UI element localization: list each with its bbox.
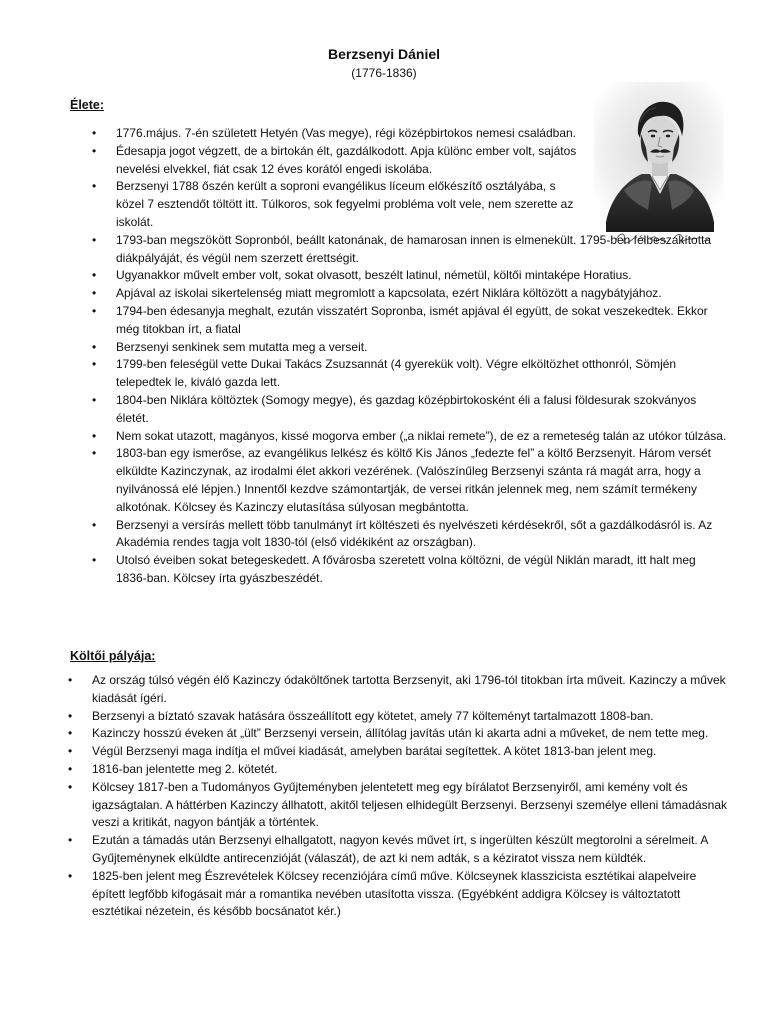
list-item: • 1799-ben feleségül vette Dukai Takács Zsuzsannát (4 gyerekük volt). Végre elköltözhet otthonról, Sömjén telepedtek le, kiváló gazda lett. <box>116 356 728 392</box>
document-title: Berzsenyi Dániel <box>327 46 441 62</box>
list-item: • 1804-ben Niklára költöztek (Somogy megye), és gazdag középbirtokosként éli a falusi földesurak szokványos életét. <box>116 392 728 428</box>
list-item: • 1816-ban jelentette meg 2. kötetét. <box>92 761 732 779</box>
list-item: • Berzsenyi a versírás mellett több tanulmányt írt költészeti és nyelvészeti kérdésekről, sőt a gazdálkodásról is. Az Akadémia rendes tagja volt 1830-tól (első vidékiként az országban). <box>116 517 728 553</box>
list-item: • 1803-ban egy ismerőse, az evangélikus lelkész és költő Kis János „fedezte fel” a költő Berzsenyit. Három versét elküldte Kazinczynak, az irodalmi élet akkori vezérének. (Valószínűleg Berzsenyi szánta rá magát arra, hogy a nyilvánossá elé lépjen.) Innentől kezdve számontartják, de versei ritkán jelennek meg, nem számít termékeny alkotónak. Kölcsey és Kazinczy elutasítása súlyosan megbántotta. <box>116 445 728 516</box>
list-item: • Berzsenyi a bíztató szavak hatására összeállított egy kötetet, amely 77 költeményt tartalmazott 1808-ban. <box>92 708 732 726</box>
list-item: • 1793-ban megszökött Sopronból, beállt katonának, de hamarosan innen is elmenekült. 1795-ben félbeszakította diákpályáját, és végül nem szerzett érettségit. <box>116 232 728 268</box>
life-list <box>116 125 728 588</box>
list-item: • Apjával az iskolai sikertelenség miatt megromlott a kapcsolata, ezért Niklára költözött a nagybátyjához. <box>116 285 728 303</box>
list-item: • Az ország túlsó végén élő Kazinczy ódaköltőnek tartotta Berzsenyit, aki 1796-tól titokban írta műveit. Kazinczy a művek kiadását ígéri. <box>92 672 732 708</box>
list-item: • Édesapja jogot végzett, de a birtokán élt, gazdálkodott. Apja különc ember volt, sajátos nevelési elvekkel, fiát csak 12 éves korától engedi iskolába. <box>116 143 581 179</box>
list-item: • Kölcsey 1817-ben a Tudományos Gyűjteményben jelentetett meg egy bírálatot Berzsenyiről, ami kemény volt és igazságtalan. A háttérben Kazinczy állhatott, akitől teljesen elhidegült Berzsenyi. Berzsenyi személye elleni támadásnak veszi a kritikát, nagyon bántják a történtek. <box>92 779 732 832</box>
list-item: • Berzsenyi 1788 őszén került a soproni evangélikus líceum előkészítő osztályába, s közel 7 esztendőt töltött itt. Túlkoros, sok fegyelmi probléma volt vele, nem szerette az iskolát. <box>116 178 581 231</box>
section-heading-life: Élete: <box>70 98 105 112</box>
list-item: • Ugyanakkor művelt ember volt, sokat olvasott, beszélt latinul, németül, költői mintaképe Horatius. <box>116 267 728 285</box>
list-item: • Berzsenyi senkinek sem mutatta meg a verseit. <box>116 339 728 357</box>
list-item: • 1794-ben édesanyja meghalt, ezután visszatért Sopronba, ismét apjával él együtt, de sokat veszekedtek. Ekkor még titokban írt, a fiatal <box>116 303 728 339</box>
list-item: • Kazinczy hosszú éveken át „ült” Berzsenyi versein, állítólag javítás után ki akarta adni a műveket, de nem tette meg. <box>92 725 732 743</box>
list-item: • Nem sokat utazott, magányos, kissé mogorva ember („a niklai remete”), de ez a remeteség talán az utókor túlzása. <box>116 428 728 446</box>
list-item: • Utolsó éveiben sokat betegeskedett. A fővárosba szeretett volna költözni, de végül Niklán maradt, itt halt meg 1836-ban. Kölcsey írta gyászbeszédét. <box>116 552 728 588</box>
list-item: • 1776.május. 7-én született Hetyén (Vas megye), régi középbirtokos nemesi családban. <box>116 125 581 143</box>
section-heading-career: Költői pályája: <box>70 649 156 663</box>
career-list <box>92 672 732 921</box>
list-item: • Végül Berzsenyi maga indítja el művei kiadását, amelyben barátai segítettek. A kötet 1813-ban jelent meg. <box>92 743 732 761</box>
list-item: • Ezután a támadás után Berzsenyi elhallgatott, nagyon kevés művet írt, s ingerülten készült megtorolni a sérelmeit. A Gyűjteménynek elküldte antirecenzióját (válaszát), de azt ki nem adták, s a kéziratot vissza nem küldték. <box>92 832 732 868</box>
list-item: • 1825-ben jelent meg Észrevételek Kölcsey recenziójára című műve. Kölcseynek klasszicista esztétikai alapelveire épített legfőbb kifogásait már a romantika nevében utasította vissza. (Egyébként addigra Kölcsey is változtatott esztétikai nézetein, és később bocsánatot kér.) <box>92 868 732 921</box>
life-dates: (1776-1836) <box>351 66 417 80</box>
